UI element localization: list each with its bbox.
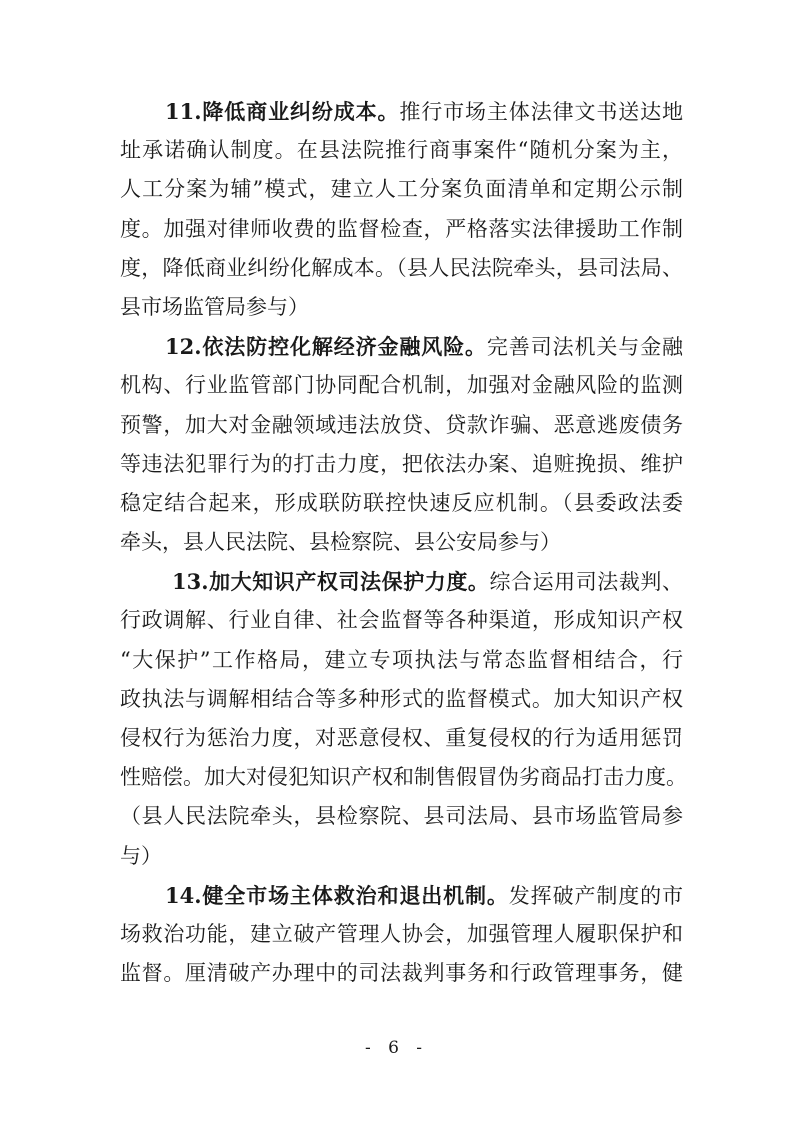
- paragraph-line: 度，降低商业纠纷化解成本。（县人民法院牵头，县司法局、: [120, 255, 683, 280]
- paragraph-line: 县市场监管局参与）: [120, 294, 309, 319]
- paragraph: [120, 562, 687, 876]
- page-number: - 6 -: [364, 1038, 429, 1058]
- paragraph-first-line: [120, 876, 683, 915]
- paragraph-line: 等违法犯罪行为的打击力度，把依法办案、追赃挽损、维护: [120, 451, 683, 476]
- paragraph-line: 预警，加大对金融领域违法放贷、贷款诈骗、恶意逃废债务: [120, 412, 683, 437]
- document-body: [120, 92, 687, 993]
- paragraph-line: 场救治功能，建立破产管理人协会，加强管理人履职保护和: [120, 921, 683, 946]
- paragraph-line: 性赔偿。加大对侵犯知识产权和制售假冒伪劣商品打击力度。: [120, 765, 687, 790]
- paragraph-text: 推行市场主体法律文书送达地: [399, 100, 684, 124]
- paragraph-heading: 13.加大知识产权司法保护力度。: [172, 569, 490, 595]
- paragraph-line: 人工分案为辅”模式，建立人工分案负面清单和定期公示制: [120, 177, 683, 202]
- paragraph: [120, 92, 683, 327]
- paragraph-line: 与）: [120, 843, 162, 868]
- paragraph-line: 机构、行业监管部门协同配合机制，加强对金融风险的监测: [120, 373, 683, 398]
- paragraph-line: “大保护”工作格局，建立专项执法与常态监督相结合，行: [120, 647, 683, 672]
- paragraph-line: （县人民法院牵头，县检察院、县司法局、县市场监管局参: [120, 804, 683, 829]
- paragraph-first-line: [120, 92, 683, 131]
- paragraph-heading: 14.健全市场主体救治和退出机制。: [165, 882, 509, 908]
- paragraph-line: 侵权行为惩治力度，对恶意侵权、重复侵权的行为适用惩罚: [120, 726, 683, 750]
- paragraph-line: 度。加强对律师收费的监督检查，严格落实法律援助工作制: [120, 216, 683, 241]
- paragraph-line: 行政调解、行业自律、社会监督等各种渠道，形成知识产权: [120, 608, 683, 633]
- paragraph-line: 监督。厘清破产办理中的司法裁判事务和行政管理事务，健: [120, 961, 683, 986]
- paragraph-heading: 11.降低商业纠纷成本。: [165, 99, 400, 124]
- paragraph-text: 发挥破产制度的市: [508, 883, 683, 908]
- paragraph-line: 政执法与调解相结合等多种形式的监督模式。加大知识产权: [120, 686, 683, 711]
- paragraph-line: 稳定结合起来，形成联防联控快速反应机制。（县委政法委: [120, 490, 683, 515]
- paragraph-line: 牵头，县人民法院、县检察院、县公安局参与）: [120, 530, 561, 555]
- paragraph: [120, 876, 683, 994]
- paragraph-text: 完善司法机关与金融: [486, 335, 683, 360]
- paragraph-line: 址承诺确认制度。在县法院推行商事案件“随机分案为主，: [120, 138, 683, 163]
- paragraph-first-line: [120, 327, 683, 366]
- paragraph-text: 综合运用司法裁判、: [489, 570, 683, 595]
- paragraph-first-line: [120, 562, 683, 601]
- paragraph-heading: 12.依法防控化解经济金融风险。: [165, 334, 487, 360]
- paragraph: [120, 327, 683, 562]
